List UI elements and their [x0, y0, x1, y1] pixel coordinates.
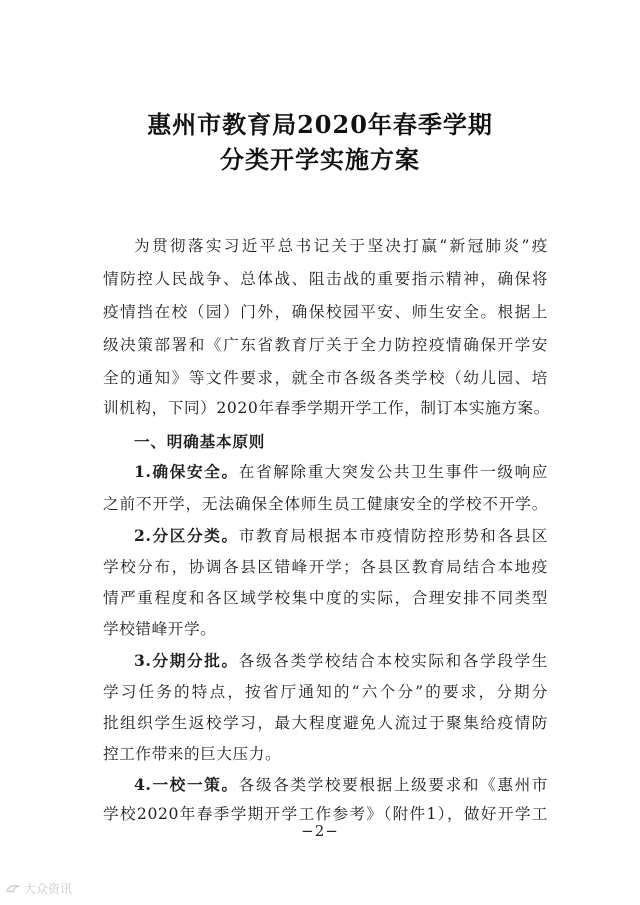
principle-line: 学校错峰开学。	[103, 620, 217, 638]
principle-lead: 1.确保安全。	[134, 462, 239, 481]
principle-text: 各级各类学校结合本校实际和各学段学生	[238, 652, 548, 670]
principle-item-3-first-line	[134, 651, 548, 671]
principle-line: 学习任务的特点，按省厅通知的“六个分”的要求，分期分	[103, 683, 548, 701]
principle-text: 在省解除重大突发公共卫生事件一级响应	[238, 463, 548, 481]
intro-line: 全的通知》等文件要求，就全市各级各类学校（幼儿园、培	[103, 369, 548, 387]
principle-item-4-first-line	[134, 775, 548, 795]
principle-line: 学校2020年春季学期开学工作参考》（附件1），做好开学工	[103, 805, 548, 823]
principle-line: 批组织学生返校学习，最大程度避免人流过于聚集给疫情防	[103, 714, 548, 732]
principle-line: 情严重程度和各区域学校集中度的实际，合理安排不同类型	[103, 589, 548, 607]
intro-line: 级决策部署和《广东省教育厅关于全力防控疫情确保开学安	[103, 336, 548, 354]
page-number: −2−	[301, 822, 339, 840]
document-title-line-2: 分类开学实施方案	[220, 145, 420, 174]
principle-item-1-first-line	[134, 462, 548, 482]
document-title-line-1: 惠州市教育局2020年春季学期	[147, 110, 493, 139]
principle-line: 之前不开学，无法确保全体师生员工健康安全的学校不开学。	[103, 495, 548, 513]
principle-lead: 3.分期分批。	[134, 651, 239, 670]
intro-line: 为贯彻落实习近平总书记关于坚决打赢“新冠肺炎”疫	[134, 237, 548, 255]
intro-line: 疫情挡在校（园）门外，确保校园平安、师生安全。根据上	[103, 303, 548, 321]
section-heading: 一、明确基本原则	[134, 432, 266, 451]
principle-lead: 4.一校一策。	[134, 775, 239, 794]
principle-item-2-first-line	[134, 526, 548, 546]
watermark	[6, 880, 72, 897]
principle-lead: 2.分区分类。	[134, 526, 239, 545]
principle-line: 学校分布，协调各县区错峰开学；各县区教育局结合本地疫	[103, 558, 548, 576]
principle-text: 各级各类学校要根据上级要求和《惠州市	[238, 776, 548, 794]
watermark-text: 大众资讯	[24, 882, 73, 896]
bird-logo-icon	[6, 882, 20, 896]
principle-line: 控工作带来的巨大压力。	[103, 745, 282, 763]
intro-line: 情防控人民战争、总体战、阻击战的重要指示精神，确保将	[103, 270, 548, 288]
intro-line: 训机构，下同）2020年春季学期开学工作，制订本实施方案。	[103, 399, 550, 417]
principle-text: 市教育局根据本市疫情防控形势和各县区	[238, 527, 548, 545]
